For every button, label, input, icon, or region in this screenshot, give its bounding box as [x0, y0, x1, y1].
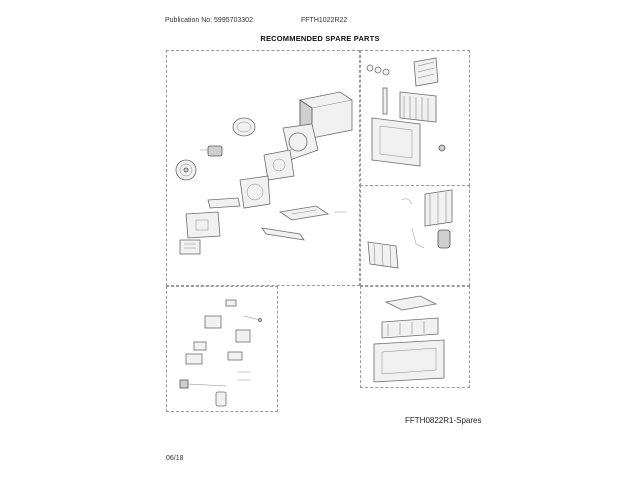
bracket-clip	[402, 199, 412, 204]
thermistor	[244, 316, 262, 322]
compressor	[438, 230, 450, 248]
condenser-coil	[425, 190, 452, 226]
shroud	[240, 176, 270, 208]
relay	[194, 342, 206, 350]
wire-harness	[180, 240, 200, 254]
decorative-grille	[382, 318, 438, 338]
remote-control	[216, 392, 226, 406]
evaporator-coil	[368, 242, 398, 268]
control-board	[205, 316, 221, 328]
partition-panel	[186, 212, 220, 238]
top-cover	[386, 296, 436, 310]
blower-wheel	[233, 118, 255, 136]
front-panel	[374, 340, 444, 382]
louver-rail	[383, 88, 387, 114]
model-number: FFTH1022R22	[301, 17, 348, 24]
page-title: RECOMMENDED SPARE PARTS	[260, 34, 380, 43]
power-cord	[180, 380, 226, 388]
switch	[226, 300, 236, 306]
fan-motor	[200, 146, 222, 156]
base-pan	[280, 206, 328, 220]
front-frame	[372, 118, 420, 166]
terminal-block	[186, 354, 202, 364]
front-grille	[400, 92, 436, 122]
support-rail	[262, 228, 304, 240]
drain-plug	[439, 145, 445, 151]
air-filter	[414, 58, 438, 86]
control-bracket	[208, 198, 240, 208]
figure-caption: FFTH0822R1-Spares	[405, 416, 482, 425]
sensor-bracket	[228, 352, 242, 360]
copper-tubing	[412, 228, 424, 248]
capacitor	[236, 330, 250, 342]
footer-date: 06/18	[166, 455, 184, 462]
screw-kit	[238, 372, 250, 380]
fan-blade	[176, 160, 196, 180]
motor-mount	[264, 150, 294, 180]
knob-set	[367, 65, 389, 75]
publication-number: Publication No: 5995703302	[165, 17, 253, 24]
